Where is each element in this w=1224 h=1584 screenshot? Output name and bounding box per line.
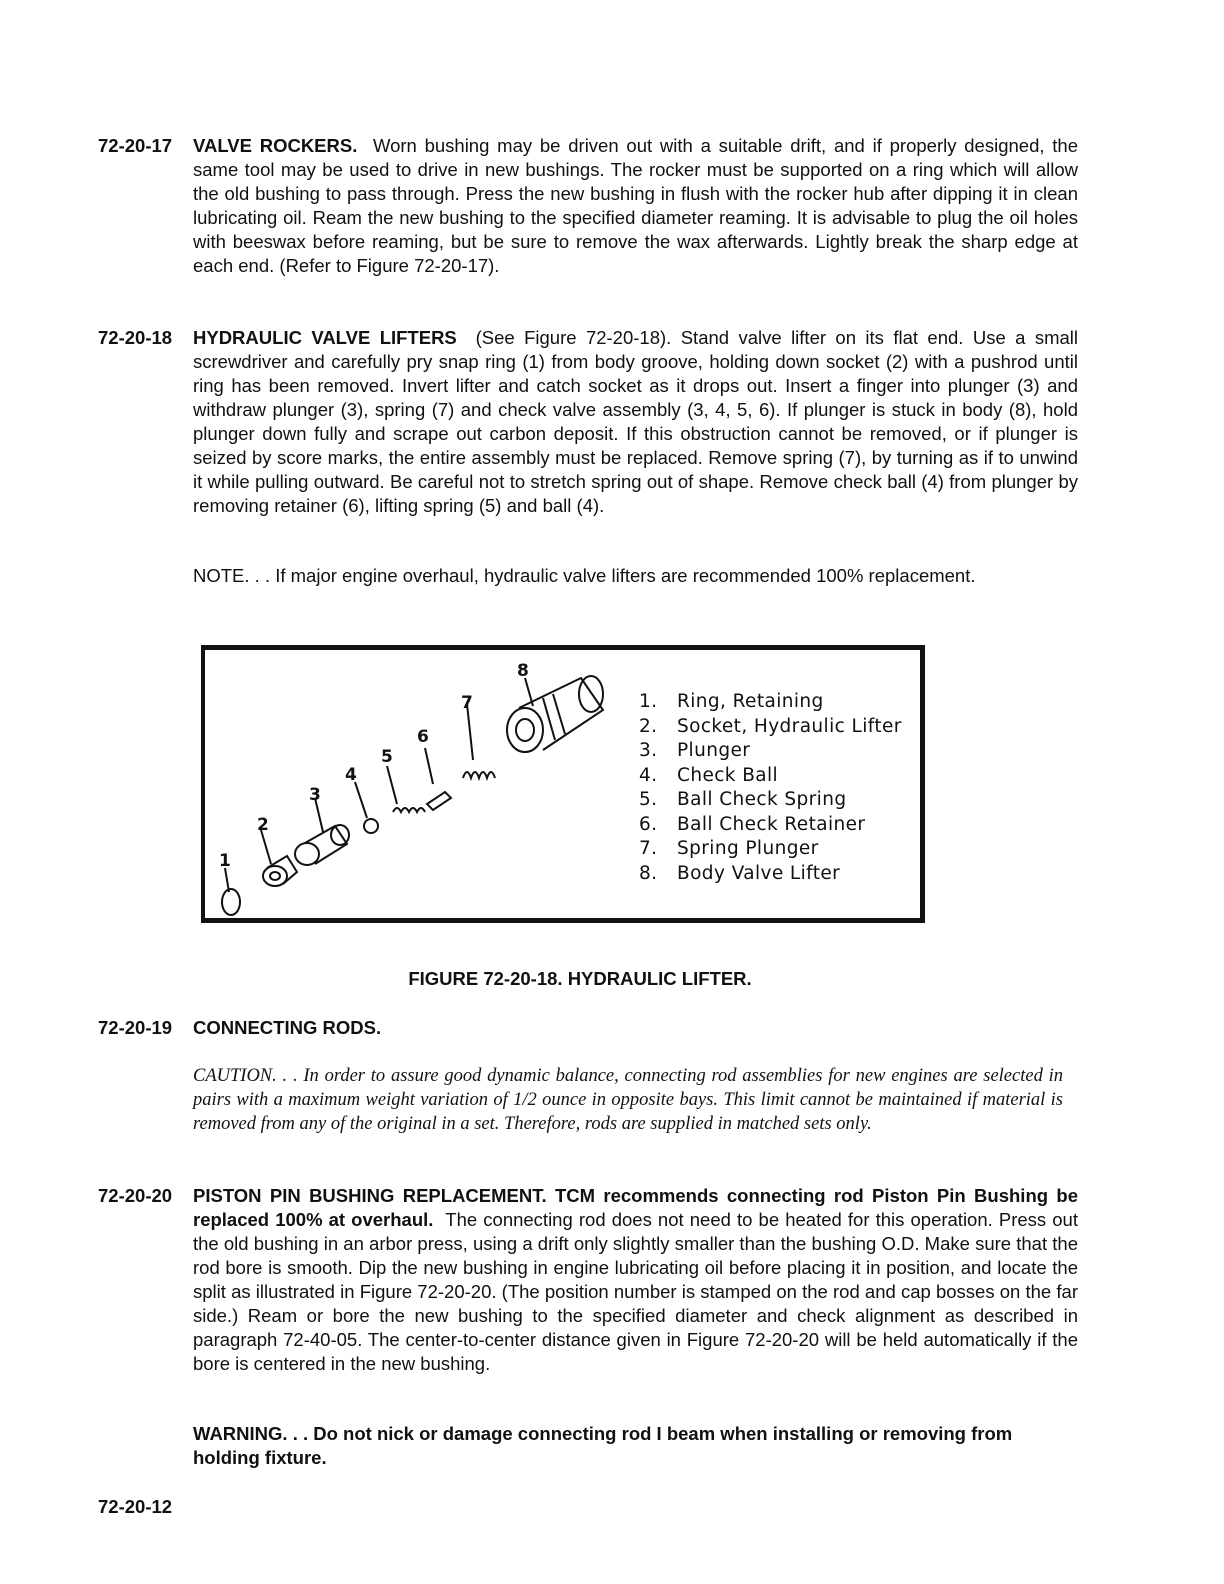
- ball-check-retainer-part: [427, 792, 451, 810]
- section-title: HYDRAULIC VALVE LIFTERS: [193, 327, 457, 348]
- section-title: CONNECTING RODS.: [193, 1017, 382, 1038]
- note-text: NOTE. . . If major engine overhaul, hydraulic valve lifters are recommended 100% replacement.: [193, 565, 976, 586]
- section-text: (See Figure 72-20-18). Stand valve lifter on its flat end. Use a small screwdriver and carefully pry snap ring (1) from body groove, holding down socket (2) with a pushrod until ring has been removed. Invert lifter and catch socket as it drops out. Insert a finger into plunger (3) and withdraw plunger (3), spring (7) and check valve assembly (3, 4, 5, 6). If plunger is stuck in body (8), hold plunger down fully and scrape out carbon deposit. If this obstruction cannot be removed, or if plunger is seized by score marks, the entire assembly must be replaced. Remove spring (7), by turning as if to unwind it while pulling outward. Be careful not to stretch spring out of shape. Remove check ball (4) from plunger by removing retainer (6), lifting spring (5) and ball (4).: [193, 327, 1079, 516]
- legend-item: 5. Ball Check Spring: [639, 789, 847, 810]
- section-72-20-18: [98, 326, 1078, 518]
- callout-6: 6: [417, 727, 429, 747]
- section-number: 72-20-20: [98, 1185, 173, 1206]
- legend-item: 2. Socket, Hydraulic Lifter: [639, 715, 902, 737]
- legend-item: 7. Spring Plunger: [639, 838, 819, 859]
- section-72-20-17: [98, 134, 1078, 278]
- section-text: Worn bushing may be driven out with a suitable drift, and if properly designed, the same tool may be used to drive in new bushings. The rocker must be supported on a ring which will allow the old bushing to pass through. Press the new bushing in flush with the rocker hub after dipping it in clean lubricating oil. Ream the new bushing to the specified diameter reaming. It is advisable to plug the oil holes with beeswax before reaming, but be sure to remove the wax afterwards. Lightly break the sharp edge at each end. (Refer to Figure 72-20-17).: [193, 135, 1078, 276]
- legend-item: 4. Check Ball: [639, 764, 779, 786]
- section-number: 72-20-19: [98, 1017, 173, 1038]
- body-valve-lifter-part: [507, 708, 543, 752]
- section-number: 72-20-17: [98, 135, 173, 156]
- callout-1: 1: [219, 851, 231, 871]
- callout-2: 2: [257, 815, 269, 835]
- section-number: 72-20-18: [98, 327, 173, 348]
- spring-plunger-part: [463, 772, 495, 778]
- callout-7: 7: [461, 693, 473, 713]
- warning-text: WARNING. . . Do not nick or damage connecting rod I beam when installing or removing from holding fixture.: [193, 1423, 1013, 1468]
- section-title: PISTON PIN BUSHING REPLACEMENT. TCM recommends connecting rod Piston Pin Bushing be replaced 100% at overhaul.: [193, 1185, 1078, 1230]
- callout-8: 8: [517, 661, 529, 681]
- legend-item: 6. Ball Check Retainer: [639, 813, 866, 835]
- section-body: [193, 1016, 1078, 1040]
- figure-hydraulic-lifter: [201, 645, 925, 923]
- section-text: The connecting rod does not need to be heated for this operation. Press out the old bushing in an arbor press, using a drift only slightly smaller than the bushing O.D. Make sure that the rod bore is smooth. Dip the new bushing in engine lubricating oil before placing it in position, and locate the split as illustrated in Figure 72-20-20. (The position number is stamped on the rod and cap bosses on the far side.) Ream or bore the new bushing to the specified diameter and check alignment as described in paragraph 72-40-05. The center-to-center distance given in Figure 72-20-20 will be held automatically if the bore is centered in the new bushing.: [193, 1209, 1078, 1374]
- plunger-part: [295, 843, 319, 865]
- callout-5: 5: [381, 747, 393, 767]
- figure-caption: FIGURE 72-20-18. HYDRAULIC LIFTER.: [408, 968, 752, 989]
- section-72-20-20: [98, 1184, 1078, 1376]
- section-body: [193, 134, 1078, 278]
- ball-check-spring-part: [393, 808, 425, 812]
- callout-3: 3: [309, 785, 321, 805]
- section-body: [193, 1184, 1078, 1376]
- legend-item: 3. Plunger: [639, 740, 751, 761]
- section-title: VALVE ROCKERS.: [193, 135, 358, 156]
- page-number: 72-20-12: [98, 1496, 173, 1517]
- callout-4: 4: [345, 765, 357, 785]
- retaining-ring-part: [222, 889, 240, 915]
- section-body: [193, 326, 1078, 518]
- legend-item: 1. Ring, Retaining: [639, 691, 824, 712]
- figure-legend: [639, 690, 902, 886]
- section-72-20-19: [98, 1016, 1078, 1040]
- legend-item: 8. Body Valve Lifter: [639, 862, 841, 884]
- check-ball-part: [364, 819, 378, 833]
- caution-text: CAUTION. . . In order to assure good dynamic balance, connecting rod assemblies for new engines are selected in pairs with a maximum weight variation of 1/2 ounce in opposite bays. This limit cannot be maintained if material is removed from any of the original in a set. Therefore, rods are supplied in matched sets only.: [193, 1066, 1063, 1134]
